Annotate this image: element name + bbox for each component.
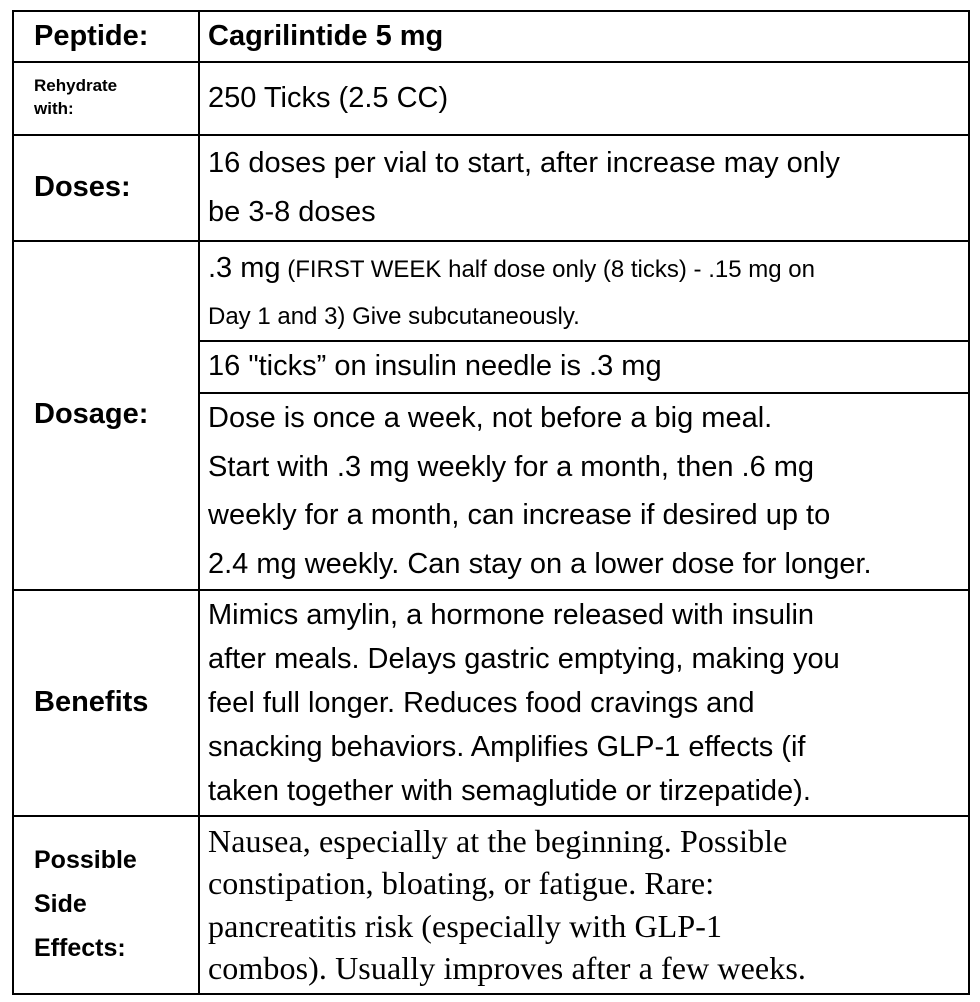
row-rehydrate <box>13 62 969 135</box>
row-peptide <box>13 11 969 62</box>
dosage-schedule: Dose is once a week, not before a big meal. Start with .3 mg weekly for a month, then .6 mg weekly for a month, can increase if desired up to 2.4 mg weekly. Can stay on a lower dose for longer. <box>199 393 969 590</box>
side-effects-value: Nausea, especially at the beginning. Possible constipation, bloating, or fatigue. Rare: pancreatitis risk (especially with GLP-1 combos). Usually improves after a few weeks. <box>199 816 969 994</box>
benefits-label: Benefits <box>13 590 199 816</box>
rehydrate-label: Rehydrate with: <box>13 62 199 135</box>
benefits-value: Mimics amylin, a hormone released with insulin after meals. Delays gastric emptying, making you feel full longer. Reduces food cravings and snacking behaviors. Amplifies GLP-1 effects (if taken together with semaglutide or tirzepatide). <box>199 590 969 816</box>
side-effects-label: Possible Side Effects: <box>13 816 199 994</box>
peptide-info-table <box>12 10 970 995</box>
dosage-amount: .3 mg <box>208 251 281 284</box>
dosage-label: Dosage: <box>13 241 199 590</box>
dosage-ticks: 16 "ticks” on insulin needle is .3 mg <box>199 341 969 393</box>
doses-label: Doses: <box>13 135 199 241</box>
dosage-first-week: .3 mg (FIRST WEEK half dose only (8 ticks) - .15 mg on Day 1 and 3) Give subcutaneously. <box>199 241 969 341</box>
row-benefits <box>13 590 969 816</box>
rehydrate-value: 250 Ticks (2.5 CC) <box>199 62 969 135</box>
row-side-effects <box>13 816 969 994</box>
peptide-value: Cagrilintide 5 mg <box>199 11 969 62</box>
doses-value: 16 doses per vial to start, after increase may only be 3-8 doses <box>199 135 969 241</box>
row-dosage-first-week <box>13 241 969 341</box>
dosage-first-week-note: (FIRST WEEK half dose only (8 ticks) - .15 mg on <box>287 255 815 283</box>
peptide-label: Peptide: <box>13 11 199 62</box>
row-doses <box>13 135 969 241</box>
